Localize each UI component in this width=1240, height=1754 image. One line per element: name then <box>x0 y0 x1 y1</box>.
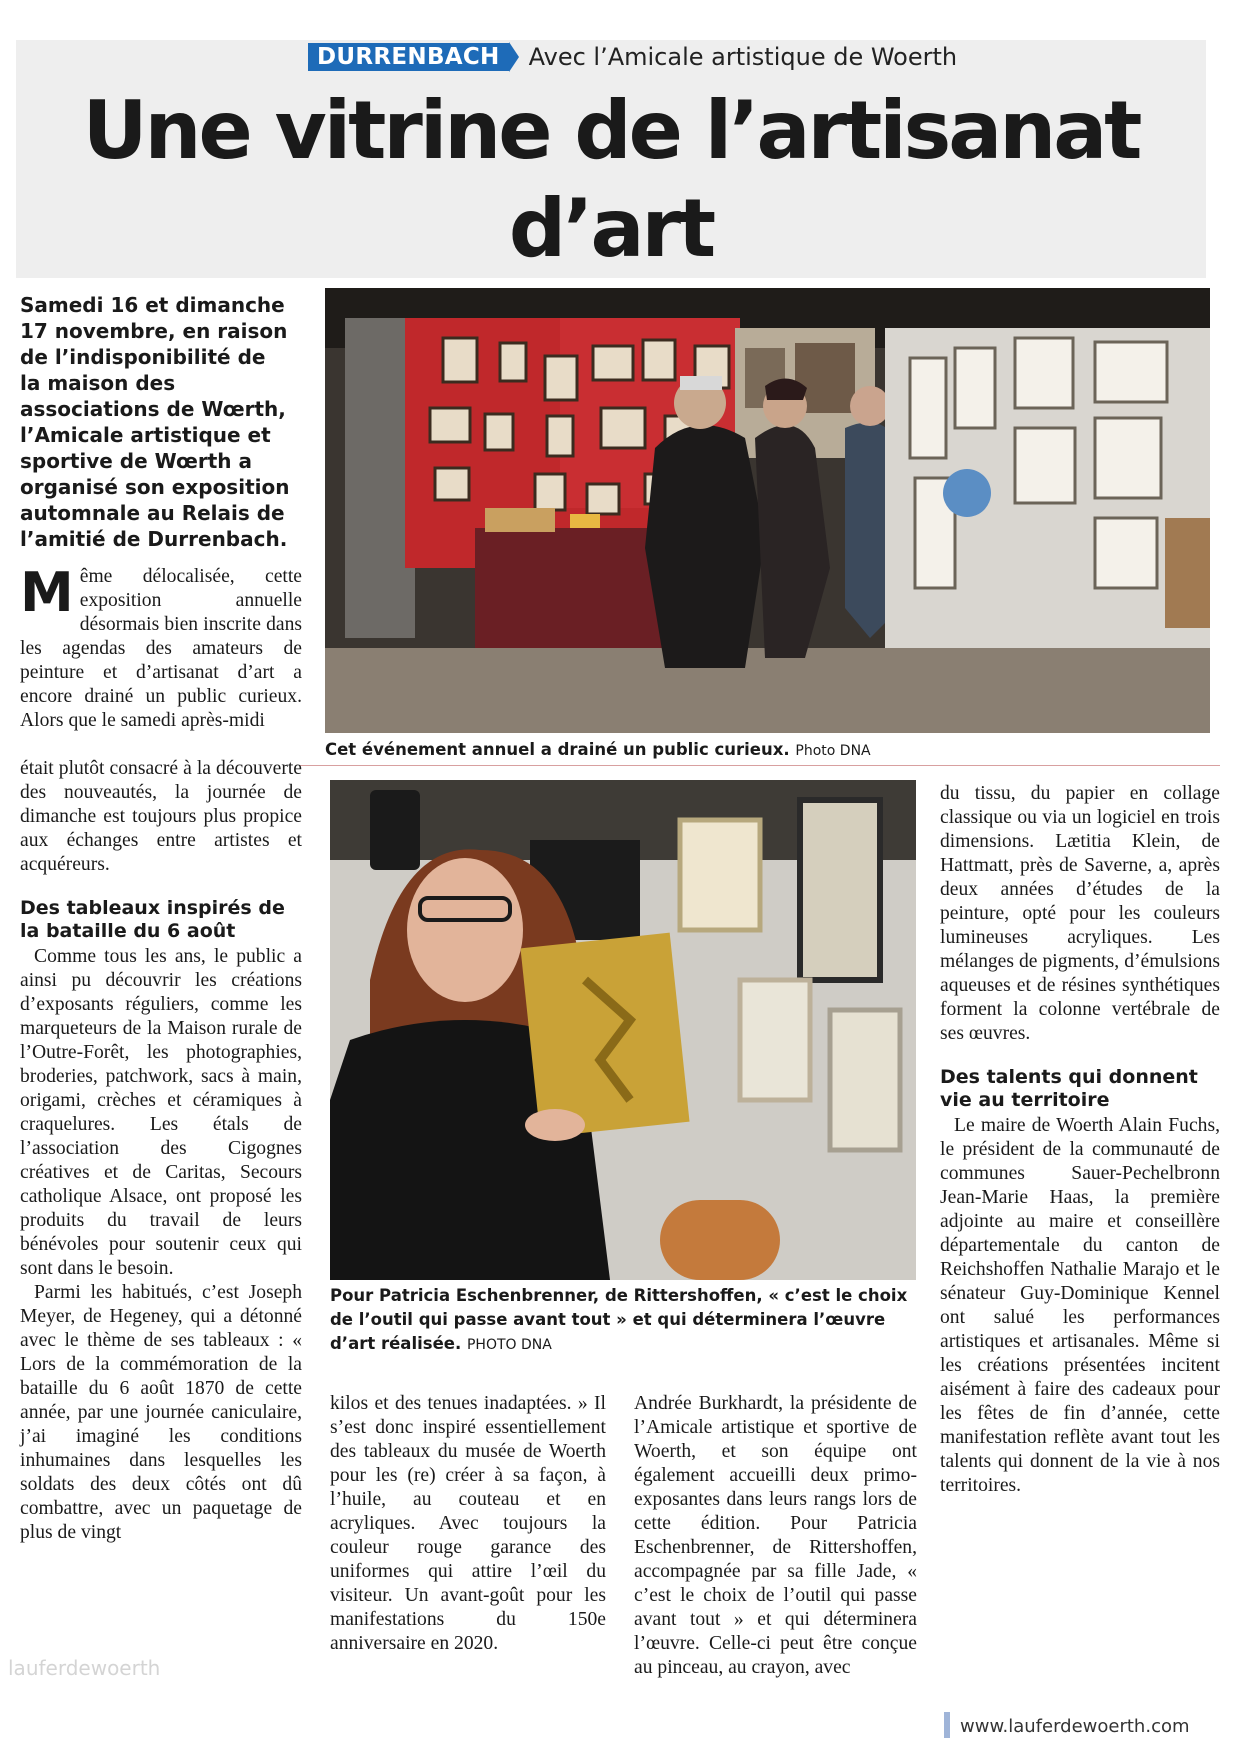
subheading-2: Des talents qui donnent vie au territoire <box>940 1066 1198 1111</box>
kicker-text: Avec l’Amicale artistique de Woerth <box>528 43 958 71</box>
body-column-4 <box>940 782 1220 1498</box>
exhibition-photo <box>325 288 1210 733</box>
scan-line <box>300 765 1220 766</box>
body-column-3 <box>634 1392 917 1680</box>
paragraph-1b: était plutôt consacré à la découverte des nouveautés, la journée de dimanche est toujours plus propice aux échanges entre artistes et acquéreurs. <box>20 758 302 875</box>
paragraph-5: Andrée Burkhardt, la présidente de l’Amicale artistique et sportive de Woerth, et son équipe ont également accueilli deux primo-exposantes dans leurs rangs lors de cette édition. Pour Patricia Eschenbrenner, de Rittershoffen, accompagnée par sa fille Jade, « c’est le choix de l’outil qui passe avant tout » et qui déterminera l’œuvre. Celle-ci peut être conçue au pinceau, au crayon, avec <box>634 1393 917 1678</box>
site-link-marker <box>944 1712 950 1738</box>
photo-2-caption <box>330 1284 916 1357</box>
artist-photo <box>330 780 916 1280</box>
subheading-1: Des tableaux inspirés de la bataille du 6 août <box>20 897 285 942</box>
paragraph-2: Comme tous les ans, le public a ainsi pu découvrir les créations d’exposants réguliers, comme les marqueteurs de la Maison rurale de l’Outre-Forêt, les photographies, broderies, patchwork, sacs à main, origami, crèches et céramiques à craquelures. Les étals de l’association des Cigognes créatives et de Caritas, Secours catholique Alsace, ont proposé les produits du travail de leurs bénévoles pour soutenir ceux qui sont dans le besoin. <box>20 946 302 1279</box>
photo-1-caption <box>325 738 1210 763</box>
paragraph-4: kilos et des tenues inadaptées. » Il s’est donc inspiré essentiellement des tableaux du musée de Woerth pour les (re) créer à sa façon, à l’huile, au couteau et en acryliques. Avec toujours la couleur rouge garance des uniformes qui attire l’œil du visiteur. Un avant-goût pour les manifestations du 150e anniversaire en 2020. <box>330 1393 606 1654</box>
paragraph-7: Le maire de Woerth Alain Fuchs, le président de la communauté de communes Sauer-Pechelbronn Jean-Marie Haas, la première adjointe au maire et conseillère départementale du canton de Reichshoffen Nathalie Marajo et le sénateur Guy-Dominique Kennel ont salué les performances artistiques et artisanales. Même si les créations présentées incitent aisément à faire des cadeaux pour les fêtes de fin d’année, cette manifestation reflète avant tout les talents qui donnent de la vie à nos territoires. <box>940 1115 1220 1496</box>
watermark: lauferdewoerth <box>8 1656 161 1680</box>
kicker-place-label: DURRENBACH <box>308 43 509 71</box>
photo-2-credit: PHOTO DNA <box>466 1337 552 1353</box>
body-column-1 <box>20 757 302 1545</box>
body-column-1-top <box>20 561 302 733</box>
photo-1-credit: Photo DNA <box>795 743 871 759</box>
headline-line-1: Une vitrine de l’artisanat d’art <box>82 84 1140 275</box>
kicker-arrow-icon <box>509 42 519 72</box>
photo-2-caption-text: Pour Patricia Eschenbrenner, de Rittershoffen, « c’est le choix de l’outil qui passe avant tout » et qui déterminera l’œuvre d’art réalisée. <box>330 1286 908 1353</box>
site-link[interactable]: www.lauferdewoerth.com <box>960 1716 1190 1737</box>
paragraph-3: Parmi les habitués, c’est Joseph Meyer, de Hegeney, qui a détonné avec le thème de ses tableaux : « Lors de la commémoration de la bataille du 6 août 1870 de cette année, par une journée caniculaire, j’ai imaginé les conditions inhumaines dans lesquelles les soldats des deux côtés ont dû combattre, avec un paquetage de plus de vingt <box>20 1282 302 1543</box>
paragraph-6: du tissu, du papier en collage classique ou via un logiciel en trois dimensions. Lætitia Klein, de Hattmatt, près de Saverne, a, après deux années d’études de la peinture, opté pour les couleurs lumineuses acryliques. Les mélanges de pigments, d’émulsions aqueuses et de résines synthétiques forment la colonne vertébrale de ses œuvres. <box>940 783 1220 1044</box>
paragraph-1a: ême délocalisée, cette exposition annuelle désormais bien inscrite dans les agendas des amateurs de peinture et d’artisanat d’art a encore drainé un public curieux. Alors que le samedi après-midi <box>20 566 302 731</box>
body-column-2 <box>330 1392 606 1656</box>
drop-cap: M <box>20 561 74 624</box>
lead-paragraph: Samedi 16 et dimanche 17 novembre, en raison de l’indisponibilité de la maison des associations de Wœrth, l’Amicale artistique et sportive de Wœrth a organisé son exposition automnale au Relais de l’amitié de Durrenbach. <box>20 293 290 551</box>
kicker <box>308 42 957 72</box>
photo-1-caption-text: Cet événement annuel a drainé un public curieux. <box>325 740 790 759</box>
